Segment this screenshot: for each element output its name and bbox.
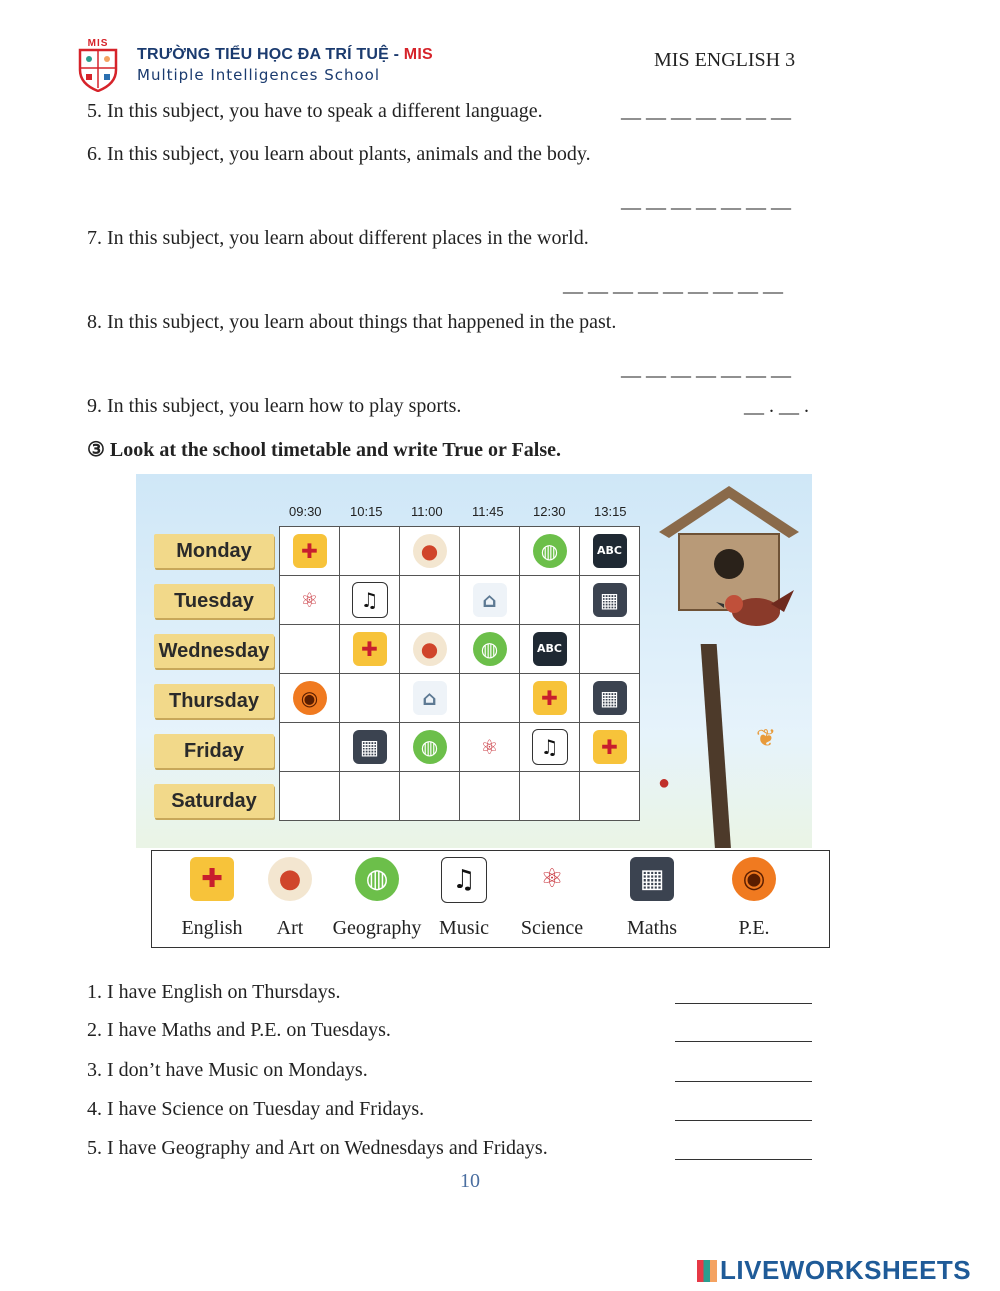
- maths-icon: ▦: [353, 730, 387, 764]
- legend-label: P.E.: [738, 917, 770, 939]
- time-header: 11:00: [411, 504, 443, 519]
- timetable-cell: [460, 674, 520, 723]
- english-icon: ✚: [190, 857, 234, 901]
- answer-blank-7[interactable]: __ __ __ __ __ __ __ __ __: [563, 274, 783, 296]
- question-text: 7. In this subject, you learn about different places in the world.: [87, 227, 589, 249]
- timetable-cell: [520, 625, 580, 674]
- legend-pe: [704, 857, 804, 901]
- timetable-cell: [280, 527, 340, 576]
- timetable-cell: [280, 723, 340, 772]
- school-name-vn: [137, 46, 433, 64]
- music-icon: ♫: [352, 582, 388, 618]
- timetable-cell: [460, 772, 520, 821]
- abc-icon: ABC: [593, 534, 627, 568]
- day-label-monday: Monday: [154, 534, 274, 568]
- art-icon: ●: [268, 857, 312, 901]
- answer-blank-8[interactable]: __ __ __ __ __ __ __: [621, 358, 791, 380]
- answer-blank-5[interactable]: __ __ __ __ __ __ __: [621, 100, 791, 122]
- timetable-cell: [400, 576, 460, 625]
- bird-icon: [716, 582, 796, 637]
- timetable-cell: [280, 772, 340, 821]
- maths-icon: ▦: [630, 857, 674, 901]
- timetable-cell: [520, 527, 580, 576]
- answer-line-5[interactable]: [675, 1139, 812, 1160]
- time-header: 12:30: [533, 504, 566, 519]
- geography-icon: ◍: [473, 632, 507, 666]
- timetable-cell: [460, 723, 520, 772]
- timetable-cell: [520, 772, 580, 821]
- timetable-cell: [580, 576, 640, 625]
- subject-legend: [151, 850, 830, 948]
- statement-3: 3. I don’t have Music on Mondays.: [87, 1059, 368, 1081]
- timetable-cell: [340, 772, 400, 821]
- legend-science: [502, 857, 602, 901]
- legend-art: [240, 857, 340, 901]
- pe-icon: ◉: [732, 857, 776, 901]
- timetable-cell: [400, 723, 460, 772]
- legend-label: Maths: [627, 917, 677, 939]
- timetable-row: [280, 723, 640, 772]
- answer-line-1[interactable]: [675, 983, 812, 1004]
- art-icon: ●: [413, 534, 447, 568]
- legend-maths: [602, 857, 702, 901]
- timetable-cell: [340, 576, 400, 625]
- science-icon: ⚛: [473, 730, 507, 764]
- liveworksheets-brand: LIVEWORKSHEETS: [720, 1255, 972, 1285]
- legend-label: Geography: [332, 917, 422, 939]
- page-number: 10: [460, 1170, 480, 1192]
- statement-1: 1. I have English on Thursdays.: [87, 981, 341, 1003]
- timetable-cell: [280, 576, 340, 625]
- question-6: [87, 143, 591, 166]
- timetable-row: [280, 576, 640, 625]
- timetable-cell: [400, 674, 460, 723]
- timetable-cell: [580, 527, 640, 576]
- timetable-cell: [580, 772, 640, 821]
- timetable-cell: [340, 527, 400, 576]
- timetable-row: [280, 625, 640, 674]
- english-icon: ✚: [593, 730, 627, 764]
- answer-blank-9[interactable]: __ . __ .: [744, 395, 809, 417]
- day-label-wednesday: Wednesday: [154, 634, 274, 668]
- abc-icon: ABC: [533, 632, 567, 666]
- time-header: 13:15: [594, 504, 627, 519]
- timetable-cell: [280, 674, 340, 723]
- question-text: 8. In this subject, you learn about things that happened in the past.: [87, 311, 617, 333]
- maths-icon: ▦: [593, 681, 627, 715]
- question-9: [87, 395, 461, 418]
- geography-icon: ◍: [413, 730, 447, 764]
- timetable-cell: [520, 576, 580, 625]
- question-text: 9. In this subject, you learn how to play sports.: [87, 395, 462, 417]
- timetable-cell: [460, 576, 520, 625]
- day-label-friday: Friday: [154, 734, 274, 768]
- history-icon: ⌂: [473, 583, 507, 617]
- school-logo: [76, 36, 120, 92]
- timetable-cell: [580, 625, 640, 674]
- legend-geography: [327, 857, 427, 901]
- art-icon: ●: [413, 632, 447, 666]
- timetable-cell: [460, 625, 520, 674]
- logo-abbr: MIS: [87, 38, 109, 49]
- timetable-cell: [460, 527, 520, 576]
- question-8: [87, 311, 616, 334]
- school-name-en: Multiple Intelligences School: [137, 66, 381, 84]
- timetable-cell: [580, 674, 640, 723]
- time-header: 09:30: [289, 504, 322, 519]
- history-icon: ⌂: [413, 681, 447, 715]
- timetable-cell: [340, 625, 400, 674]
- timetable-grid: [279, 526, 640, 821]
- music-icon: ♫: [532, 729, 568, 765]
- english-icon: ✚: [353, 632, 387, 666]
- english-icon: ✚: [533, 681, 567, 715]
- day-label-saturday: Saturday: [154, 784, 274, 818]
- time-header: 10:15: [350, 504, 383, 519]
- geography-icon: ◍: [533, 534, 567, 568]
- book-title: MIS ENGLISH 3: [654, 49, 796, 71]
- legend-label: Music: [439, 917, 489, 939]
- timetable-cell: [400, 527, 460, 576]
- timetable-cell: [340, 723, 400, 772]
- music-icon: ♫: [441, 857, 487, 903]
- day-label-thursday: Thursday: [154, 684, 274, 718]
- statement-2: 2. I have Maths and P.E. on Tuesdays.: [87, 1019, 391, 1041]
- school-name-vn-accent: MIS: [403, 46, 433, 63]
- time-header: 11:45: [472, 504, 504, 519]
- pe-icon: ◉: [293, 681, 327, 715]
- timetable-cell: [580, 723, 640, 772]
- question-text: 5. In this subject, you have to speak a different language.: [87, 100, 543, 122]
- timetable-row: [280, 527, 640, 576]
- answer-line-4[interactable]: [675, 1100, 812, 1121]
- timetable-image: [136, 474, 812, 848]
- question-7: [87, 227, 589, 250]
- timetable-cell: [520, 723, 580, 772]
- legend-label: Art: [276, 917, 304, 939]
- timetable-cell: [520, 674, 580, 723]
- science-icon: ⚛: [530, 857, 574, 901]
- day-label-tuesday: Tuesday: [154, 584, 274, 618]
- timetable-row: [280, 772, 640, 821]
- english-icon: ✚: [293, 534, 327, 568]
- legend-label: Science: [520, 917, 584, 939]
- timetable-cell: [400, 625, 460, 674]
- timetable-row: [280, 674, 640, 723]
- legend-music: [414, 857, 514, 903]
- science-icon: ⚛: [293, 583, 327, 617]
- answer-line-2[interactable]: [675, 1021, 812, 1042]
- legend-label: English: [181, 917, 243, 939]
- ladybug-icon: ●: [658, 772, 671, 794]
- timetable-cell: [280, 625, 340, 674]
- geography-icon: ◍: [355, 857, 399, 901]
- butterfly-icon: ❦: [756, 726, 777, 752]
- answer-line-3[interactable]: [675, 1061, 812, 1082]
- statement-5: 5. I have Geography and Art on Wednesdays and Fridays.: [87, 1137, 548, 1159]
- liveworksheets-logo: [697, 1255, 971, 1286]
- maths-icon: ▦: [593, 583, 627, 617]
- statement-4: 4. I have Science on Tuesday and Fridays.: [87, 1098, 425, 1120]
- pole: [701, 644, 732, 848]
- timetable-cell: [340, 674, 400, 723]
- liveworksheets-cube-icon: [697, 1260, 717, 1282]
- section-3-title: ③ Look at the school timetable and write True or False.: [87, 439, 562, 461]
- timetable-cell: [400, 772, 460, 821]
- question-5: [87, 100, 543, 123]
- answer-blank-6[interactable]: __ __ __ __ __ __ __: [621, 190, 791, 212]
- school-name-vn-text: TRƯỜNG TIỂU HỌC ĐA TRÍ TUỆ -: [137, 46, 404, 63]
- question-text: 6. In this subject, you learn about plants, animals and the body.: [87, 143, 591, 165]
